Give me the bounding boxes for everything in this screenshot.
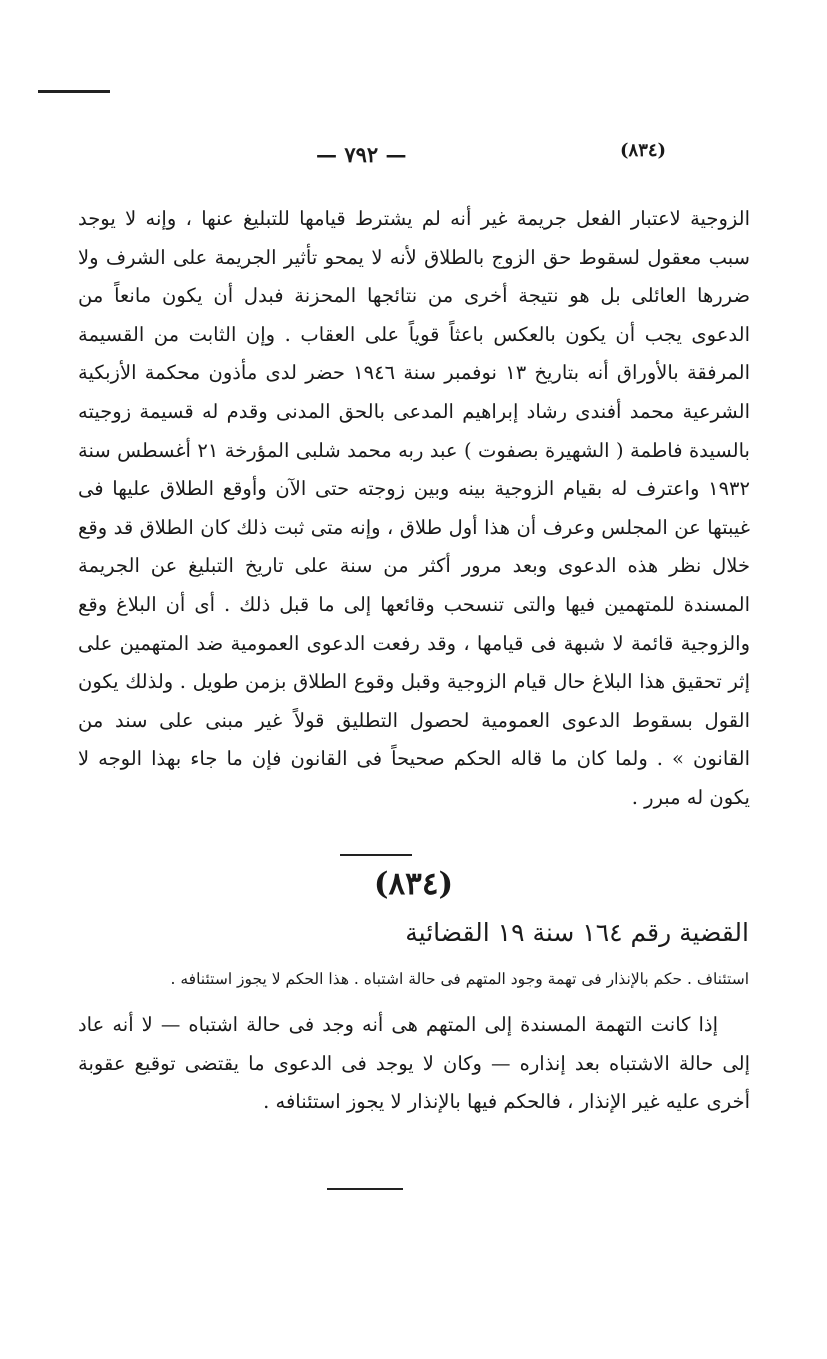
page-number: — ٧٩٢ — [316,142,407,167]
case-title: القضية رقم ١٦٤ سنة ١٩ القضائية [405,918,749,947]
case-number-heading: (٨٣٤) [373,866,454,902]
end-divider [327,1188,403,1190]
previous-case-continuation [78,200,750,818]
top-divider [38,90,110,93]
case-ruling [78,1006,750,1122]
case-headnote: استئناف . حكم بالإنذار فى تهمة وجود المتهم فى حالة اشتباه . هذا الحكم لا يجوز استئنافه . [170,970,749,988]
ruling-paragraph: إذا كانت التهمة المسندة إلى المتهم هى أنه وجد فى حالة اشتباه — لا أنه عاد إلى حالة الاشتباه بعد إنذاره — وكان لا يوجد فى الدعوى ما يقتضى توقيع عقوبة أخرى عليه غير الإنذار ، فالحكم فيها بالإنذار لا يجوز استئنافه . [78,1013,750,1114]
section-divider [340,854,412,856]
running-case-reference: (٨٣٤) [620,140,667,161]
page-header [0,138,827,172]
continuation-paragraph: الزوجية لاعتبار الفعل جريمة غير أنه لم يشترط قيامها للتبليغ عنها ، وإنه لا يوجد سبب معقول لسقوط حق الزوج بالطلاق لأنه لا يمحو تأثير الجريمة على الشرف ولا ضررها العائلى بل هو نتيجة أخرى من نتائجها المحزنة فبدل أن يكون مانعاً من الدعوى يجب أن يكون بالعكس باعثاً قوياً على العقاب . وإن الثابت من القسيمة المرفقة بالأوراق أنه بتاريخ ١٣ نوفمبر سنة ١٩٤٦ حضر لدى مأذون محكمة الأزبكية الشرعية محمد أفندى رشاد إبراهيم المدعى بالحق المدنى وقدم له قسيمة زوجيته بالسيدة فاطمة ( الشهيرة بصفوت ) عبد ربه محمد شلبى المؤرخة ٢١ أغسطس سنة ١٩٣٢ واعترف له بقيام الزوجية بينه وبين زوجته حتى الآن وأوقع الطلاق عليها فى غيبتها عن المجلس وعرف أن هذا أول طلاق ، وإنه متى ثبت ذلك كان الطلاق قد وقع خلال نظر هذه الدعوى وبعد مرور أكثر من سنة على تاريخ التبليغ عن الجريمة المسندة للمتهمين فيها والتى تنسحب وقائعها إلى ما قبل ذلك . أى أن البلاغ وقع والزوجية قائمة لا شبهة فى قيامها ، وقد رفعت الدعوى العمومية ضد المتهمين على إثر تحقيق هذا البلاغ حال قيام الزوجية وقبل وقوع الطلاق بزمن طويل . ولذلك يكون القول بسقوط الدعوى العمومية لحصول التطليق قولاً غير مبنى على سند من القانون » . ولما كان ما قاله الحكم صحيحاً فى القانون فإن ما جاء بهذا الوجه لا يكون له مبرر . [78,207,751,809]
